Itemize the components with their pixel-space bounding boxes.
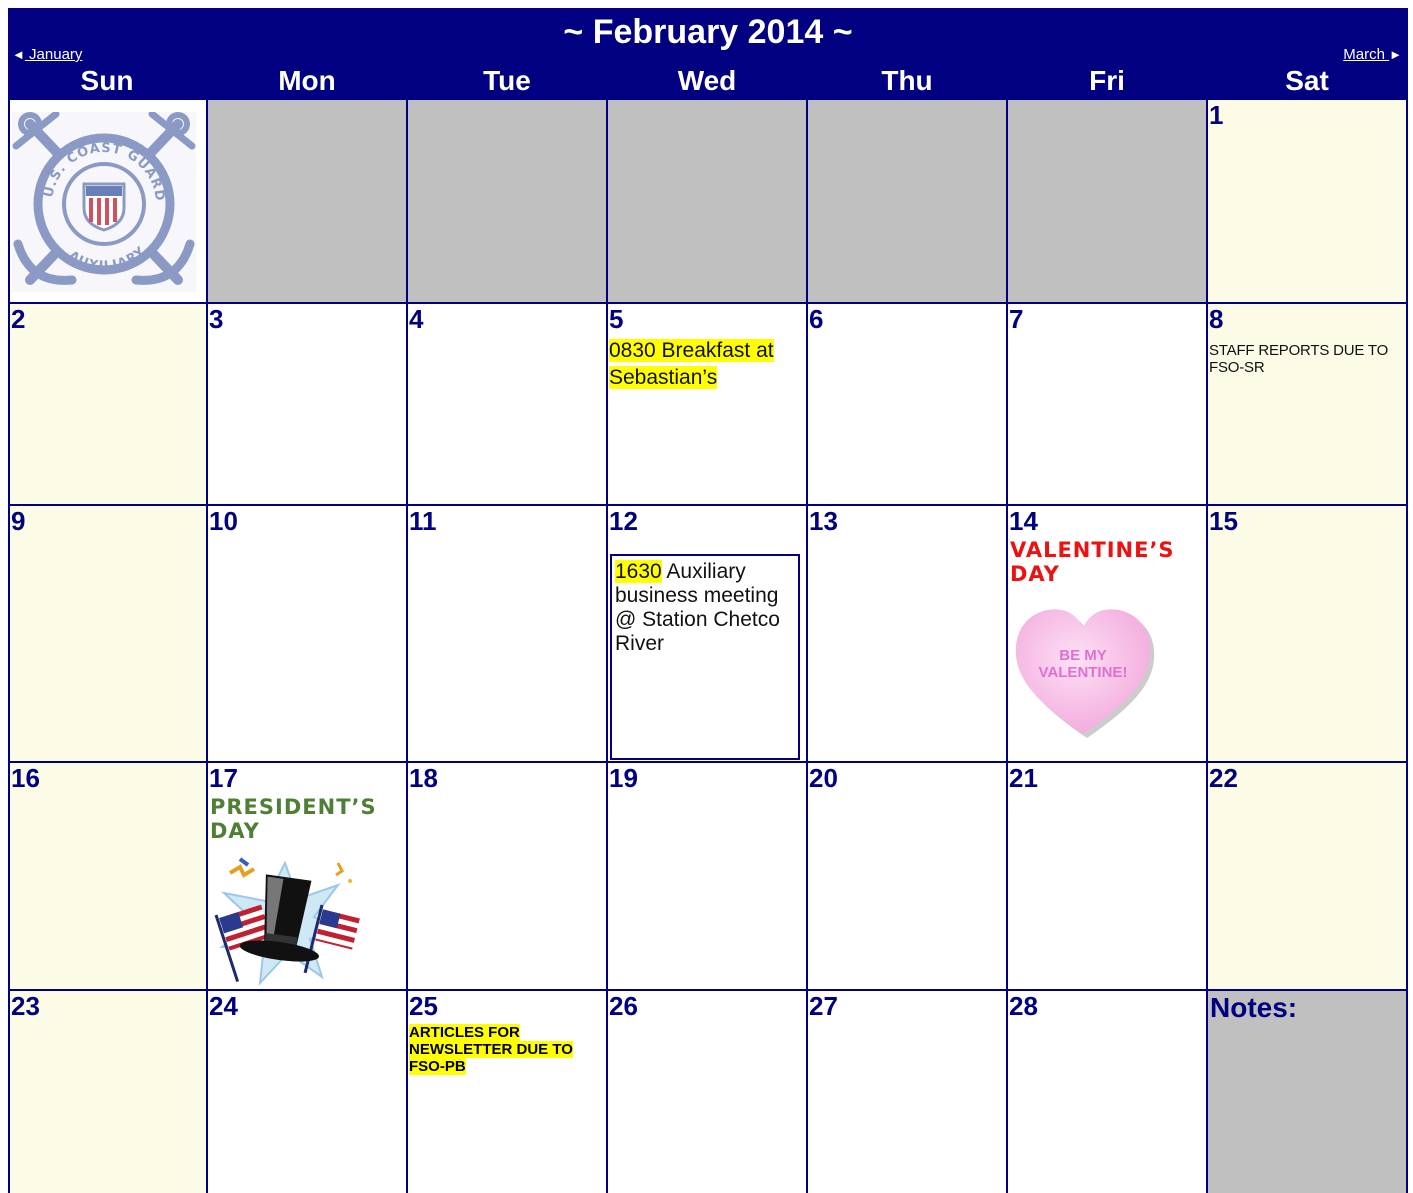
day-cell-28[interactable] bbox=[1008, 991, 1206, 1193]
event-newsletter-articles[interactable] bbox=[409, 1024, 592, 1075]
empty-day-cell bbox=[808, 100, 1006, 302]
calendar-title-bar bbox=[8, 8, 1408, 63]
day-number: 12 bbox=[609, 506, 638, 536]
day-number: 13 bbox=[809, 506, 838, 536]
day-number: 23 bbox=[11, 991, 40, 1021]
day-number: 16 bbox=[11, 763, 40, 793]
day-cell-23[interactable] bbox=[10, 991, 206, 1193]
day-number: 8 bbox=[1209, 304, 1224, 334]
weekday-fri: Fri bbox=[1089, 65, 1125, 96]
day-number: 18 bbox=[409, 763, 438, 793]
right-arrow-icon: ► bbox=[1389, 47, 1402, 62]
weekday-thu: Thu bbox=[881, 65, 933, 96]
month-title: ~ February 2014 ~ bbox=[563, 13, 853, 51]
event-staff-reports[interactable]: STAFF REPORTS DUE TO FSO-SR bbox=[1209, 342, 1389, 376]
prev-month-link[interactable] bbox=[12, 46, 82, 63]
weekday-sun: Sun bbox=[80, 65, 134, 96]
day-number: 27 bbox=[809, 991, 838, 1021]
day-number: 5 bbox=[609, 304, 624, 334]
empty-day-cell bbox=[1008, 100, 1206, 302]
day-cell-6[interactable] bbox=[808, 304, 1006, 504]
weekday-wed: Wed bbox=[677, 65, 737, 96]
next-month-label: March bbox=[1343, 46, 1385, 63]
event-text: Breakfast at Sebastian’s bbox=[609, 339, 774, 389]
left-arrow-icon: ◄ bbox=[12, 47, 25, 62]
day-cell-4[interactable] bbox=[408, 304, 606, 504]
day-number: 2 bbox=[11, 304, 26, 334]
day-cell-11[interactable] bbox=[408, 506, 606, 761]
day-number: 24 bbox=[209, 991, 238, 1021]
calendar-frame bbox=[8, 8, 1408, 1193]
weekday-tue: Tue bbox=[483, 65, 531, 96]
day-number: 25 bbox=[409, 991, 438, 1021]
valentine-heart-image bbox=[1010, 602, 1156, 740]
weekday-sat: Sat bbox=[1285, 65, 1329, 96]
svg-text:AUXILIARY: AUXILIARY bbox=[65, 243, 149, 275]
holiday-presidents-day: PRESIDENT’S DAY bbox=[210, 795, 377, 843]
coast-guard-auxiliary-logo bbox=[12, 112, 196, 292]
day-cell-16[interactable] bbox=[10, 763, 206, 989]
event-time: 0830 bbox=[609, 339, 656, 362]
day-cell-1[interactable] bbox=[1208, 100, 1406, 302]
day-number: 26 bbox=[609, 991, 638, 1021]
svg-text:BE MY: BE MY bbox=[1059, 647, 1107, 664]
day-number: 19 bbox=[609, 763, 638, 793]
day-cell-5[interactable] bbox=[608, 304, 806, 504]
day-cell-2[interactable] bbox=[10, 304, 206, 504]
day-number: 7 bbox=[1009, 304, 1024, 334]
empty-day-cell bbox=[208, 100, 406, 302]
top-hat-flags-clipart bbox=[210, 855, 360, 989]
day-cell-25[interactable] bbox=[408, 991, 606, 1193]
day-number: 10 bbox=[209, 506, 238, 536]
day-cell-26[interactable] bbox=[608, 991, 806, 1193]
event-breakfast[interactable] bbox=[609, 337, 804, 391]
day-cell-15[interactable] bbox=[1208, 506, 1406, 761]
notes-cell[interactable] bbox=[1208, 991, 1406, 1193]
day-cell-14[interactable] bbox=[1008, 506, 1206, 761]
day-number: 1 bbox=[1209, 100, 1224, 130]
day-cell-8[interactable] bbox=[1208, 304, 1406, 504]
day-cell-12[interactable] bbox=[608, 506, 806, 761]
day-cell-24[interactable] bbox=[208, 991, 406, 1193]
day-number: 28 bbox=[1009, 991, 1038, 1021]
empty-day-cell bbox=[408, 100, 606, 302]
day-number: 22 bbox=[1209, 763, 1238, 793]
day-number: 14 bbox=[1009, 506, 1038, 536]
day-number: 15 bbox=[1209, 506, 1238, 536]
day-cell-9[interactable] bbox=[10, 506, 206, 761]
svg-text:U.S. COAST GUARD: U.S. COAST GUARD bbox=[41, 140, 168, 203]
day-cell-10[interactable] bbox=[208, 506, 406, 761]
empty-day-cell bbox=[608, 100, 806, 302]
weekday-mon: Mon bbox=[278, 65, 336, 96]
day-number: 21 bbox=[1009, 763, 1038, 793]
day-cell-20[interactable] bbox=[808, 763, 1006, 989]
day-cell-18[interactable] bbox=[408, 763, 606, 989]
logo-cell bbox=[10, 100, 206, 302]
day-number: 3 bbox=[209, 304, 224, 334]
day-number: 6 bbox=[809, 304, 824, 334]
day-cell-22[interactable] bbox=[1208, 763, 1406, 989]
event-time: 1630 bbox=[615, 560, 662, 583]
day-number: 17 bbox=[209, 763, 238, 793]
day-number: 11 bbox=[409, 506, 437, 536]
day-number: 4 bbox=[409, 304, 424, 334]
day-cell-17[interactable] bbox=[208, 763, 406, 989]
day-number: 9 bbox=[11, 506, 26, 536]
next-month-link[interactable] bbox=[1343, 46, 1402, 63]
day-cell-13[interactable] bbox=[808, 506, 1006, 761]
day-cell-3[interactable] bbox=[208, 304, 406, 504]
day-cell-27[interactable] bbox=[808, 991, 1006, 1193]
day-number: 20 bbox=[809, 763, 838, 793]
holiday-valentines-day: VALENTINE’S DAY bbox=[1010, 538, 1175, 586]
day-cell-19[interactable] bbox=[608, 763, 806, 989]
day-cell-7[interactable] bbox=[1008, 304, 1206, 504]
day-cell-21[interactable] bbox=[1008, 763, 1206, 989]
event-text: Auxiliary business meeting @ Station Chetco River bbox=[615, 560, 780, 655]
notes-label: Notes: bbox=[1210, 992, 1298, 1023]
prev-month-label: January bbox=[29, 46, 83, 63]
event-auxiliary-meeting[interactable] bbox=[610, 554, 800, 760]
event-text: ARTICLES FOR NEWSLETTER DUE TO FSO-PB bbox=[409, 1024, 573, 1075]
svg-text:VALENTINE!: VALENTINE! bbox=[1038, 664, 1128, 681]
